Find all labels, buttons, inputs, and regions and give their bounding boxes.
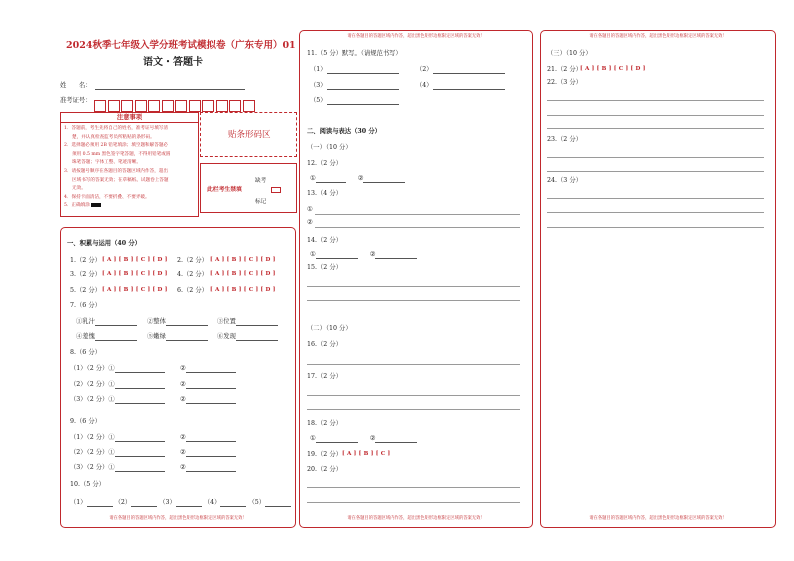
answer-line[interactable] [315, 227, 520, 228]
q7-label: 7.（6 分） [70, 302, 101, 309]
q11-item-label: （2） [416, 66, 433, 73]
q22-label: 22.（3 分） [547, 79, 582, 86]
part3-label: （三）（10 分） [547, 50, 592, 57]
id-box[interactable] [135, 100, 147, 112]
right-panel [540, 30, 776, 528]
q7-blank[interactable] [166, 333, 208, 341]
q8-blank[interactable] [186, 381, 236, 389]
q9-blank[interactable] [115, 464, 165, 472]
q9-circ: ② [180, 464, 186, 471]
filled-mark-sample [91, 203, 101, 207]
name-line[interactable] [95, 89, 245, 90]
q11-item-label: （5） [310, 97, 327, 104]
q14-circ: ① [310, 251, 316, 258]
id-box[interactable] [121, 100, 133, 112]
q11-blank[interactable] [327, 66, 399, 74]
q11-blank[interactable] [433, 66, 505, 74]
absent-mark-bottom: 标记 [255, 199, 267, 205]
mc-q6-label: 6.（2 分） [177, 287, 208, 294]
q8-row-3 [70, 396, 165, 404]
id-box[interactable] [216, 100, 228, 112]
q10-item-label: （1） [70, 499, 87, 506]
q13-label: 13.（4 分） [307, 190, 342, 197]
part1-label: （一）（10 分） [307, 144, 352, 151]
q7-blank[interactable] [95, 318, 137, 326]
q23-label: 23.（2 分） [547, 136, 582, 143]
q11-item-5 [310, 97, 399, 105]
q18-circ: ① [310, 435, 316, 442]
q14-blank[interactable] [316, 251, 358, 259]
q7-word: ②整体 [147, 318, 166, 325]
q8-blank[interactable] [115, 396, 165, 404]
q18-label: 18.（2 分） [307, 420, 342, 427]
answer-line[interactable] [547, 198, 764, 199]
q8-label: 8.（6 分） [70, 349, 101, 356]
q18-blank[interactable] [375, 435, 417, 443]
id-box[interactable] [202, 100, 214, 112]
q10-label: 10.（5 分） [70, 481, 105, 488]
q7-word: ⑤嫩绿 [147, 333, 166, 340]
q21-label: 21.（2 分） [547, 66, 582, 73]
exam-title: 2024秋季七年级入学分班考试模拟卷（广东专用）01 [66, 40, 296, 51]
q11-blank[interactable] [327, 82, 399, 90]
q10-items [70, 499, 291, 507]
q14-label: 14.（2 分） [307, 237, 342, 244]
id-label: 准考证号： [60, 97, 92, 104]
q8-row-label: （1）（2 分）① [70, 365, 115, 372]
mc-q4-options[interactable]: [ A ] [ B ] [ C ] [ D ] [210, 271, 276, 277]
middle-header-notice: 请在各题目的答题区域内作答，超出黑色矩形边框限定区域的答案无效！ [347, 34, 485, 39]
notes-line: 2．选择题必须用 2B 铅笔填涂；填空题和解答题必 [64, 143, 169, 149]
q9-row-2b [180, 449, 236, 457]
q12-circ: ② [357, 175, 364, 182]
q12-blank[interactable] [316, 175, 346, 183]
q7-word: ③位置 [217, 318, 236, 325]
section1-footer-notice: 请在各题目的答题区域内作答，超出黑色矩形边框限定区域的答案无效！ [109, 516, 247, 521]
q7-item-5 [147, 333, 208, 341]
q17-label: 17.（2 分） [307, 373, 342, 380]
answer-line[interactable] [307, 300, 520, 301]
answer-line[interactable] [547, 115, 764, 116]
q11-item-3 [310, 82, 399, 90]
notes-list [61, 123, 198, 213]
id-box[interactable] [148, 100, 160, 112]
q7-blank[interactable] [166, 318, 208, 326]
middle-footer-notice: 请在各题目的答题区域内作答，超出黑色矩形边框限定区域的答案无效！ [347, 516, 485, 521]
q20-label: 20.（2 分） [307, 466, 342, 473]
q9-row-3 [70, 464, 165, 472]
exam-subtitle: 语文・答题卡 [143, 57, 203, 68]
q8-row-1b [180, 365, 236, 373]
id-box[interactable] [175, 100, 187, 112]
q12-circ: ① [310, 175, 316, 182]
absent-text: 此栏考生禁填 [207, 187, 242, 193]
notes-heading: 注意事项 [61, 113, 198, 123]
q11-item-label: （3） [310, 82, 327, 89]
q8-row-2 [70, 381, 165, 389]
q7-word: ⑥发现 [217, 333, 236, 340]
q13-circ-1: ① [307, 206, 313, 213]
q8-row-3b [180, 396, 236, 404]
q11-item-2 [416, 66, 505, 74]
q19-options[interactable]: [ A ] [ B ] [ C ] [342, 451, 391, 457]
q8-blank[interactable] [115, 365, 165, 373]
q19-label: 19.（2 分） [307, 451, 342, 458]
id-box[interactable] [229, 100, 241, 112]
q9-blank[interactable] [186, 449, 236, 457]
answer-line[interactable] [307, 487, 520, 488]
right-footer-notice: 请在各题目的答题区域内作答，超出黑色矩形边框限定区域的答案无效！ [589, 516, 727, 521]
name-label: 姓 名： [60, 82, 92, 89]
q9-row-label: （1）（2 分）① [70, 434, 115, 441]
answer-line[interactable] [307, 286, 520, 287]
q8-row-1 [70, 365, 165, 373]
notes-line-text: 5．正确填涂 [64, 203, 90, 209]
answer-line[interactable] [307, 364, 520, 365]
q7-item-1 [76, 318, 137, 326]
q8-blank[interactable] [115, 381, 165, 389]
q9-blank[interactable] [186, 434, 236, 442]
answer-line[interactable] [547, 212, 764, 213]
q9-row-label: （2）（2 分）① [70, 449, 115, 456]
q13-circ-2: ② [307, 219, 313, 226]
q9-row-2 [70, 449, 165, 457]
answer-line[interactable] [547, 157, 764, 158]
q10-blank[interactable] [220, 499, 246, 507]
q11-item-label: （4） [416, 82, 433, 89]
id-box[interactable] [243, 100, 255, 112]
answer-line[interactable] [547, 100, 764, 101]
q9-row-3b [180, 464, 236, 472]
q9-blank[interactable] [186, 464, 236, 472]
id-box[interactable] [94, 100, 106, 112]
answer-line[interactable] [547, 227, 764, 228]
mc-q3-options[interactable]: [ A ] [ B ] [ C ] [ D ] [102, 271, 168, 277]
q10-item-label: （2） [114, 499, 132, 506]
part2-label: （二）（10 分） [307, 325, 352, 332]
q8-circ: ② [180, 396, 186, 403]
mc-q4-label: 4.（2 分） [177, 271, 208, 278]
q10-blank[interactable] [87, 499, 113, 507]
mc-q6-options[interactable]: [ A ] [ B ] [ C ] [ D ] [210, 287, 276, 293]
q11-item-4 [416, 82, 505, 90]
answer-line[interactable] [315, 214, 520, 215]
q8-blank[interactable] [186, 396, 236, 404]
q10-item-label: （4） [203, 499, 221, 506]
barcode-label: 贴条形码区 [228, 130, 271, 140]
q14-answers [310, 251, 417, 259]
q11-item-label: （1） [310, 66, 327, 73]
q7-blank[interactable] [236, 318, 278, 326]
q16-label: 16.（2 分） [307, 341, 342, 348]
q9-row-1b [180, 434, 236, 442]
notes-line: 区域书写的答案无效；在草稿纸、试题卷上答题 [72, 177, 169, 183]
q10-item-label: （3） [159, 499, 176, 506]
section2-heading: 二、阅读与表达（30 分） [307, 128, 381, 135]
q7-item-6 [217, 333, 278, 341]
q9-blank[interactable] [115, 434, 165, 442]
answer-line[interactable] [547, 171, 764, 172]
mc-q5-label: 5.（2 分） [70, 287, 101, 294]
id-box[interactable] [108, 100, 120, 112]
notes-box [60, 112, 199, 217]
q18-answers [310, 435, 417, 443]
q7-blank[interactable] [95, 333, 137, 341]
q9-circ: ② [180, 434, 186, 441]
q11-blank[interactable] [433, 82, 505, 90]
q9-row-label: （3）（2 分）① [70, 464, 115, 471]
q12-blank[interactable] [363, 175, 405, 183]
q18-blank[interactable] [316, 435, 358, 443]
q8-row-2b [180, 381, 236, 389]
q7-word: ①乳汁 [76, 318, 95, 325]
mc-q2-options[interactable]: [ A ] [ B ] [ C ] [ D ] [210, 257, 276, 263]
q8-circ: ② [180, 365, 186, 372]
q11-blank[interactable] [327, 97, 399, 105]
q9-blank[interactable] [115, 449, 165, 457]
notes-line: 无效。 [72, 186, 86, 192]
q10-blank[interactable] [265, 499, 291, 507]
mc-q1-options[interactable]: [ A ] [ B ] [ C ] [ D ] [102, 257, 168, 263]
q10-blank[interactable] [131, 499, 157, 507]
right-header-notice: 请在各题目的答题区域内作答，超出黑色矩形边框限定区域的答案无效！ [589, 34, 727, 39]
q14-blank[interactable] [375, 251, 417, 259]
q12-answers [310, 175, 405, 183]
id-box[interactable] [162, 100, 174, 112]
notes-line: 4．保持卡面清洁，不要折叠、不要弄破。 [64, 194, 150, 200]
q8-row-label: （3）（2 分）① [70, 396, 115, 403]
q11-label: 11.（5 分）默写。（请规范书写） [307, 50, 402, 57]
q24-label: 24.（3 分） [547, 177, 582, 184]
mc-q2-label: 2.（2 分） [177, 257, 208, 264]
q18-circ: ② [369, 435, 376, 442]
q14-circ: ② [369, 251, 376, 258]
notes-line: 3．请按题号顺序在各题目的答题区域内作答，超出 [64, 168, 168, 174]
q7-word: ④羞愧 [76, 333, 95, 340]
q7-item-2 [147, 318, 208, 326]
q15-label: 15.（2 分） [307, 264, 342, 271]
q12-label: 12.（2 分） [307, 160, 342, 167]
q11-item-1 [310, 66, 399, 74]
q7-item-3 [217, 318, 278, 326]
notes-line: 珠笔答题；字体工整、笔迹清晰。 [72, 160, 141, 166]
q10-item-label: （5） [248, 499, 266, 506]
answer-line[interactable] [307, 502, 520, 503]
q9-circ: ② [180, 449, 186, 456]
notes-line: 楚，并认真检查监考员所粘贴的条形码。 [72, 134, 155, 140]
q10-blank[interactable] [176, 499, 202, 507]
mc-q3-label: 3.（2 分） [70, 271, 101, 278]
q7-item-4 [76, 333, 137, 341]
absent-mark-top: 缺考 [255, 178, 267, 184]
notes-line: 须用 0.5 mm 黑色签字笔答题，不得用铅笔或圆 [72, 151, 171, 157]
id-box[interactable] [189, 100, 201, 112]
q21-options[interactable]: [ A ] [ B ] [ C ] [ D ] [580, 66, 646, 72]
notes-line: 1．答题前，考生先将自己的姓名，准考证号填写清 [64, 126, 168, 131]
q8-circ: ② [180, 381, 186, 388]
q9-row-1 [70, 434, 165, 442]
section1-heading: 一、积累与运用（40 分） [67, 240, 141, 247]
notes-line [64, 202, 195, 211]
mc-q5-options[interactable]: [ A ] [ B ] [ C ] [ D ] [102, 287, 168, 293]
answer-line[interactable] [547, 128, 764, 129]
q9-label: 9.（6 分） [70, 418, 101, 425]
mc-q1-label: 1.（2 分） [70, 257, 101, 264]
answer-line[interactable] [307, 395, 520, 396]
absent-checkbox[interactable] [271, 187, 281, 193]
q8-blank[interactable] [186, 365, 236, 373]
q8-row-label: （2）（2 分）① [70, 381, 115, 388]
q7-blank[interactable] [236, 333, 278, 341]
answer-line[interactable] [307, 409, 520, 410]
